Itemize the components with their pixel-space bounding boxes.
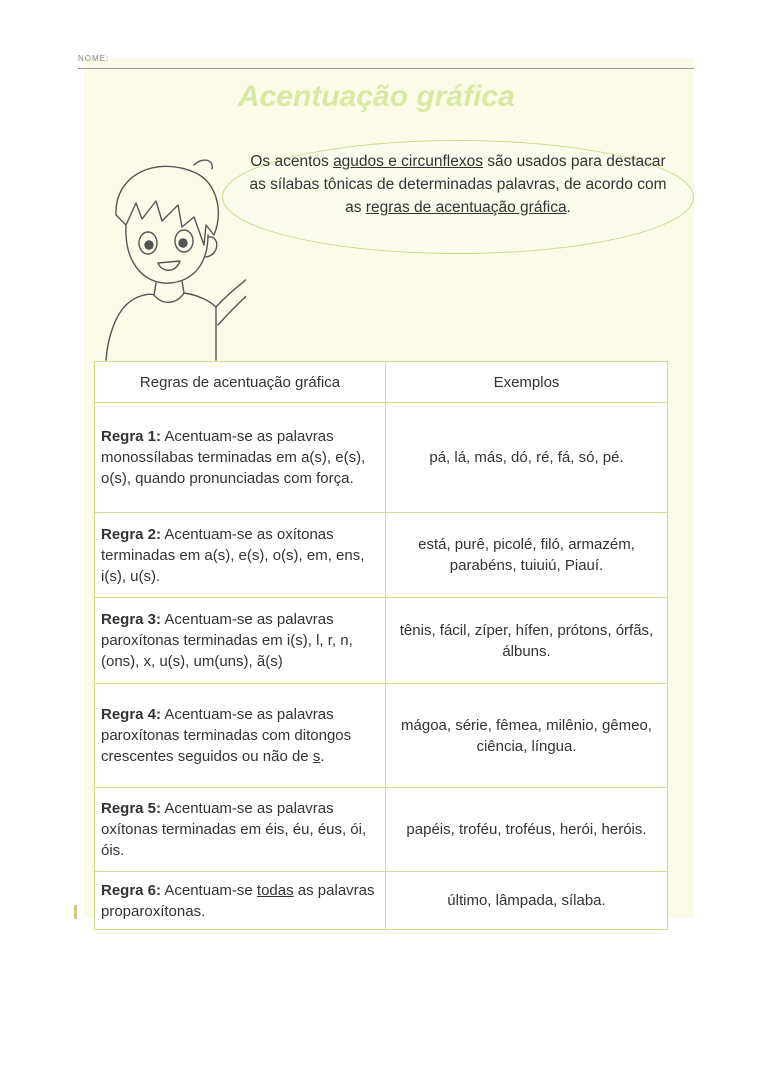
child-illustration (86, 155, 246, 365)
rule-emphasis: s (312, 748, 321, 765)
rule-cell (95, 684, 386, 788)
examples-cell: tênis, fácil, zíper, hífen, prótons, órfãs, álbuns. (386, 598, 668, 684)
header-examples: Exemplos (386, 362, 668, 403)
page-title: Acentuação gráfica (238, 80, 515, 113)
header-rules: Regras de acentuação gráfica (95, 362, 386, 403)
examples-cell: mágoa, série, fêmea, milênio, gêmeo, ciência, língua. (386, 684, 668, 788)
table-row (95, 684, 668, 788)
table-header-row (95, 362, 668, 403)
table-row (95, 598, 668, 684)
rule-text: Acentuam-se (161, 881, 257, 899)
rule-text: Acentuam-se as oxítonas terminadas em a(s), e(s), o(s), em, ens, i(s), u(s). (101, 525, 365, 585)
rule-cell (95, 403, 386, 513)
rule-cell (95, 872, 386, 930)
rule-text: Acentuam-se as palavras paroxítonas terminadas em i(s), l, r, n, (ons), x, u(s), um(uns), ã(s) (101, 611, 353, 670)
speech-emphasis-rules: regras de acentuação gráfica (365, 199, 567, 216)
table-row (95, 872, 668, 930)
name-label: NOME: (78, 54, 110, 63)
examples-cell: papéis, troféu, troféus, herói, heróis. (386, 788, 668, 872)
speech-text-part: . (566, 199, 571, 216)
table-row (95, 788, 668, 872)
name-line (78, 54, 694, 69)
table-row (95, 403, 668, 513)
table-row (95, 513, 668, 598)
speech-text-part: Os acentos (250, 153, 334, 170)
rule-text: Acentuam-se as palavras monossílabas terminadas em a(s), e(s), o(s), quando pronunciadas com força. (101, 428, 366, 487)
rule-label: Regra 2: (101, 525, 162, 543)
rule-label: Regra 5: (101, 800, 162, 817)
rule-label: Regra 1: (101, 428, 162, 445)
examples-cell: está, purê, picolé, filó, armazém, parabéns, tuiuiú, Piauí. (386, 513, 668, 598)
rule-label: Regra 3: (101, 611, 162, 628)
rule-emphasis: todas (256, 881, 294, 899)
examples-cell: último, lâmpada, sílaba. (386, 872, 668, 930)
rule-label: Regra 4: (101, 706, 162, 723)
rule-text-end: as palavras proparoxítonas. (101, 881, 375, 920)
speech-text-part: são usados para destacar as sílabas tônicas de determinadas palavras, de acordo com as (249, 153, 667, 216)
rule-text: Acentuam-se as palavras oxítonas terminadas em éis, éu, éus, ói, óis. (101, 800, 367, 859)
speech-emphasis-accents: agudos e circunflexos (333, 153, 483, 170)
examples-cell: pá, lá, más, dó, ré, fá, só, pé. (386, 403, 668, 513)
speech-text (248, 150, 668, 219)
rule-text-end: . (320, 748, 325, 765)
margin-mark (74, 905, 77, 919)
rule-cell (95, 598, 386, 684)
rules-table (94, 361, 668, 930)
rule-cell (95, 513, 386, 598)
rule-text: Acentuam-se as palavras paroxítonas terminadas com ditongos crescentes seguidos ou não de (101, 706, 352, 765)
rule-cell (95, 788, 386, 872)
rule-label: Regra 6: (101, 881, 162, 899)
